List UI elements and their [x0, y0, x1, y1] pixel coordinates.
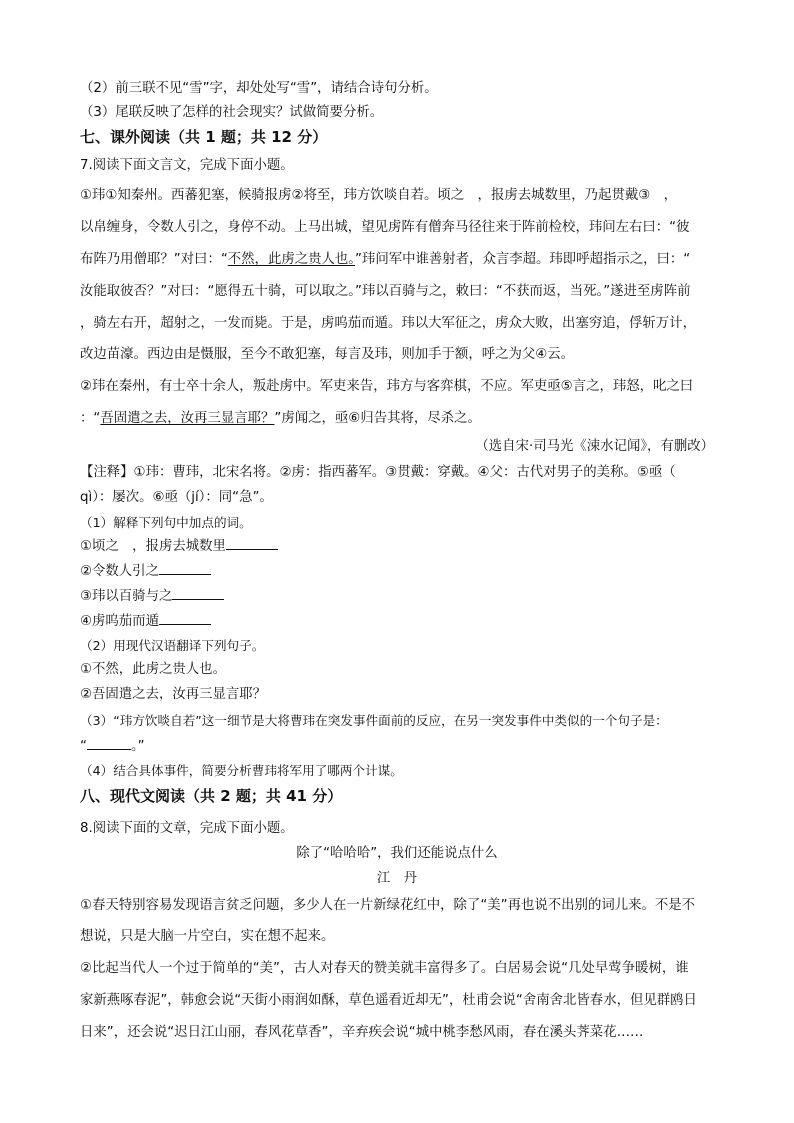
q7-sub1-item1-text: ①顷之 ，报虏去城数里 [80, 539, 226, 554]
q7-source: （选自宋·司马光《涑水记闻》，有删改） [475, 439, 714, 454]
q8-p2-line1: ②比起当代人一个过于简单的“美”，古人对春天的赞美就丰富得多了。白居易会说“几处早莺争暖树，谁 [80, 961, 689, 976]
q7-p1-line3b: ”玮问军中谁善射者，众言李超。玮即呼超指示之，曰：“ [355, 252, 691, 267]
q7-p2-line2b: ”虏闻之，亟⑥归告其将，尽杀之。 [274, 411, 481, 426]
article-author: 江 丹 [376, 871, 418, 886]
q7-p1-line2: 以帛缠身，令数人引之，身停不动。上马出城，望见虏阵有僧奔马径往来于阵前检校，玮问左右曰：“彼 [80, 220, 690, 235]
q7-p1-line3a: 布阵乃用僧耶？”对曰：“ [80, 252, 228, 267]
q7-sub1-item2 [80, 562, 211, 581]
answer-blank[interactable] [172, 587, 224, 600]
answer-blank[interactable] [226, 537, 278, 550]
q7-sub1-item4 [80, 612, 211, 631]
q7-p1-line3 [80, 251, 690, 269]
q7-sub1-item3 [80, 587, 224, 606]
q7-sub1-item4-text: ④虏呜茄而遁 [80, 614, 159, 629]
q6-sub2: （2）前三联不见“雪”字，却处处写“雪”，请结合诗句分析。 [80, 81, 438, 96]
q7-underlined-sentence-2: 吾固遣之去，汝再三显言耶？ [100, 411, 275, 426]
q7-p1-line1: ①玮①知秦州。西蕃犯塞，候骑报虏②将至，玮方饮啖自若。顷之 ，报虏去城数里，乃起贯戴③ ， [80, 188, 678, 203]
q8-p1-line2: 想说，只是大脑一片空白，实在想不起来。 [80, 929, 335, 944]
q7-sub4: （4）结合具体事件，简要分析曹玮将军用了哪两个计谋。 [80, 763, 403, 778]
q7-sub3-open-quote: “ [80, 739, 87, 754]
q7-notes-line2: qì）：屡次。⑥亟（jí）：同“急”。 [80, 490, 273, 505]
section7-heading: 七、课外阅读（共 1 题；共 12 分） [80, 128, 328, 146]
article-title: 除了“哈哈哈”，我们还能说点什么 [296, 846, 498, 861]
q7-sub3-answer [80, 737, 145, 756]
q8-intro: 8.阅读下面的文章，完成下面小题。 [80, 821, 294, 836]
q7-p1-line5: ，骑左右开，超射之，一发而毙。于是，虏呜茄而遁。玮以大军征之，虏众大败，出塞穷追，俘斩万计， [80, 316, 696, 331]
q7-sub3: （3）“玮方饮啖自若”这一细节是大将曹玮在突发事件面前的反应，在另一突发事件中类似的一个句子是： [80, 713, 668, 728]
q7-sub1-item2-text: ②令数人引之 [80, 564, 159, 579]
q7-p1-line4: 汝能取彼否？”对曰：“愿得五十骑，可以取之。”玮以百骑与之，敕曰：“不获而返，当死。”遂进至虏阵前 [80, 284, 691, 299]
q7-sub1: （1）解释下列句中加点的词。 [80, 515, 252, 530]
q7-p2-line1: ②玮在秦州，有士卒十余人，叛赴虏中。军吏来告，玮方与客弈棋，不应。军吏亟⑤言之，玮怒，叱之曰 [80, 379, 694, 394]
q8-p2-line3: 日来”，还会说“迟日江山丽，春风花草香”，辛弃疾会说“城中桃李愁风雨，春在溪头荠菜花…… [80, 1025, 644, 1040]
q8-p2-line2: 家新燕啄春泥”，韩愈会说“天街小雨润如酥，草色遥看近却无”，杜甫会说“舍南舍北皆春水，但见群鸥日 [80, 993, 697, 1008]
q7-p1-line6: 改边苗濠。西边由是慑服，至今不敢犯塞，每言及玮，则加手于额，呼之为父④云。 [80, 347, 575, 362]
q6-sub3: （3）尾联反映了怎样的社会现实？试做简要分析。 [80, 105, 384, 120]
q7-sub2-item1: ①不然，此虏之贵人也。 [80, 662, 226, 677]
q7-sub1-item3-text: ③玮以百骑与之 [80, 589, 173, 604]
q7-sub2: （2）用现代汉语翻译下列句子。 [80, 638, 265, 653]
q7-sub2-item2: ②吾固遣之去，汝再三显言耶？ [80, 687, 267, 702]
q7-sub3-close-quote: 。” [130, 739, 145, 754]
q7-intro: 7.阅读下面文言文，完成下面小题。 [80, 158, 294, 173]
q7-sub1-item1 [80, 537, 278, 556]
q7-underlined-sentence-1: 不然，此虏之贵人也。 [227, 252, 355, 267]
q7-notes-line1: 【注释】①玮：曹玮，北宋名将。②虏：指西蕃军。③贯戴：穿戴。④父：古代对男子的美称。⑤亟（ [80, 465, 676, 480]
q7-p2-line2a: ：“ [80, 411, 101, 426]
q8-p1-line1: ①春天特别容易发现语言贫乏问题，多少人在一片新绿花红中，除了“美”再也说不出别的词儿来。不是不 [80, 898, 696, 913]
answer-blank[interactable] [159, 562, 211, 575]
section8-heading: 八、现代文阅读（共 2 题；共 41 分） [80, 787, 343, 805]
q7-p2-line2 [80, 410, 481, 428]
answer-blank[interactable] [87, 737, 131, 750]
answer-blank[interactable] [159, 612, 211, 625]
